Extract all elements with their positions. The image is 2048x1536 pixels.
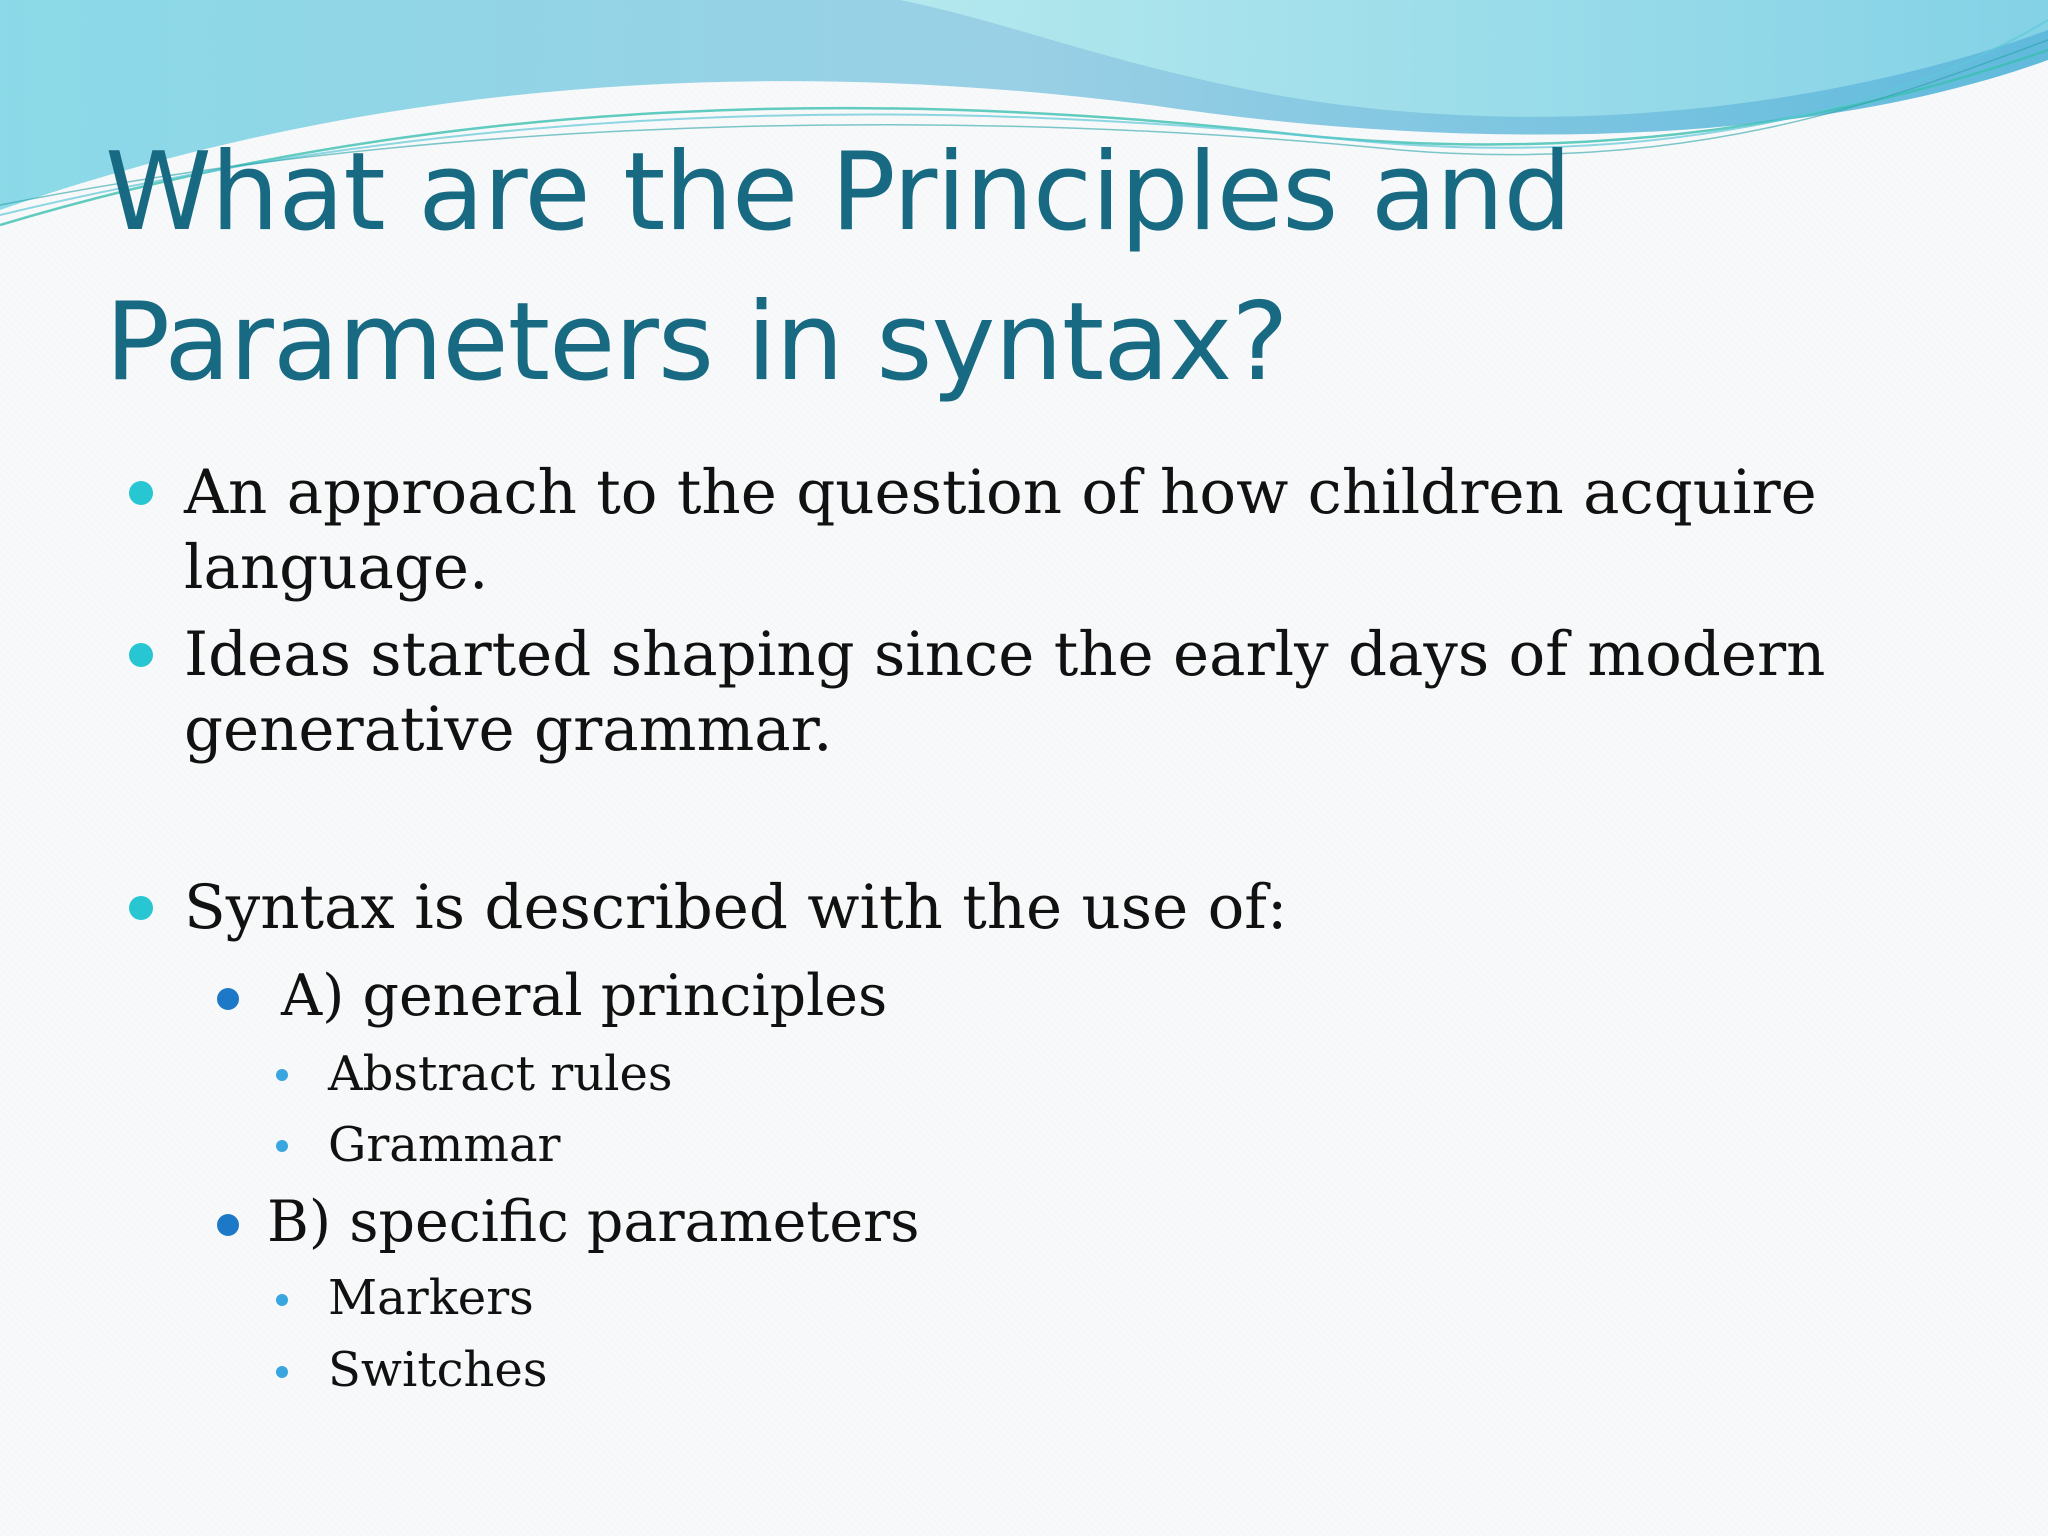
slide-title: What are the Principles and Parameters in syntax? xyxy=(105,130,1571,405)
bullet-text-line: generative grammar. xyxy=(184,694,833,765)
bullet-text-line: Markers xyxy=(328,1270,534,1326)
bullet-text-line: B) specific parameters xyxy=(267,1189,920,1255)
bullet-dot-icon xyxy=(276,1140,288,1152)
bullet-text-line: Syntax is described with the use of: xyxy=(184,872,1288,943)
bullet-dot-icon xyxy=(217,988,239,1010)
bullet-dot-icon xyxy=(129,643,153,667)
bullet-dot-icon xyxy=(276,1294,288,1306)
bullet-dot-icon xyxy=(276,1069,288,1081)
bullet-text-line: A) general principles xyxy=(281,963,888,1029)
bullet-dot-icon xyxy=(217,1214,239,1236)
bullet-text-line: Abstract rules xyxy=(328,1046,673,1102)
bullet-text-line: language. xyxy=(184,532,489,603)
bullet-dot-icon xyxy=(129,481,153,505)
bullet-dot-icon xyxy=(129,896,153,920)
bullet-text-line: Ideas started shaping since the early days of modern xyxy=(184,619,1826,690)
bullet-text-line: Grammar xyxy=(328,1117,561,1173)
bullet-dot-icon xyxy=(276,1366,288,1378)
bullet-text-line: Switches xyxy=(328,1342,548,1398)
bullet-text-line: An approach to the question of how children acquire xyxy=(184,457,1817,528)
